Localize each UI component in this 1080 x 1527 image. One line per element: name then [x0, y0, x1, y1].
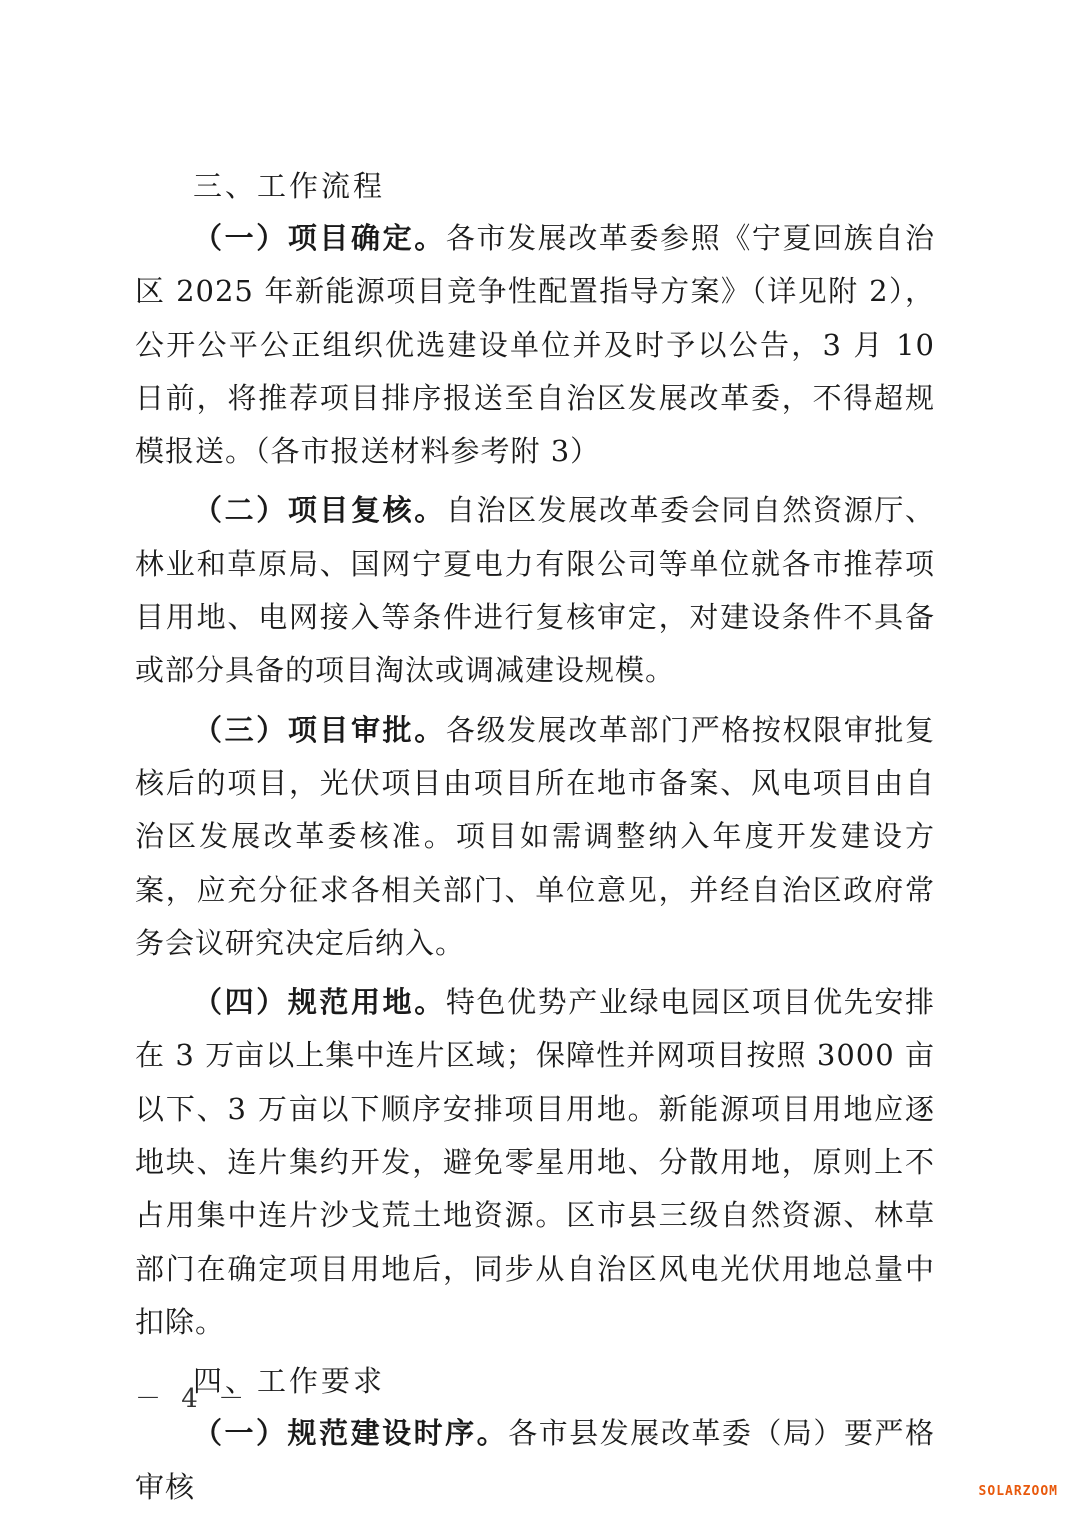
page-number: － 4 － [135, 1384, 251, 1414]
paragraph-project-approval [135, 704, 935, 970]
paragraph-lead: （一）项目确定。 [193, 221, 446, 255]
paragraph-lead: （三）项目审批。 [193, 712, 446, 747]
paragraph-lead: （四）规范用地。 [193, 985, 446, 1020]
paragraph-lead: （二）项目复核。 [193, 493, 446, 528]
paragraph-text: 各市县发展改革委（局）要严格审核 [135, 1416, 935, 1504]
paragraph-text: 各级发展改革部门严格按权限审批复核后的项目，光伏项目由项目所在地市备案、风电项目由自治区发展改革委核准。项目如需调整纳入年度开发建设方案，应充分征求各相关部门、单位意见，并经自治区政府常务会议研究决定后纳入。 [135, 712, 935, 960]
document-body [135, 160, 935, 1514]
paragraph-project-review [135, 484, 935, 697]
paragraph-land-use [135, 976, 935, 1349]
paragraph-construction-sequence [135, 1407, 935, 1514]
watermark-logo: SOLARZOOM [978, 1484, 1058, 1499]
paragraph-text: 各市发展改革委参照《宁夏回族自治区 2025 年新能源项目竞争性配置指导方案》（详见附 2），公开公平公正组织优选建设单位并及时予以公告，3 月 10 日前，将推荐项目排序报送至自治区发展改革委，不得超规模报送。（各市报送材料参考附 3） [135, 221, 935, 469]
section-heading-workflow: 三、工作流程 [193, 169, 386, 203]
paragraph-project-confirmation [135, 212, 935, 478]
paragraph-text: 自治区发展改革委会同自然资源厅、林业和草原局、国网宁夏电力有限公司等单位就各市推荐项目用地、电网接入等条件进行复核审定，对建设条件不具备或部分具备的项目淘汰或调减建设规模。 [135, 493, 935, 688]
section-heading-requirements: 四、工作要求 [193, 1364, 386, 1399]
paragraph-lead: （一）规范建设时序。 [193, 1416, 509, 1451]
paragraph-text: 特色优势产业绿电园区项目优先安排在 3 万亩以上集中连片区域；保障性并网项目按照 3000 亩以下、3 万亩以下顺序安排项目用地。新能源项目用地应逐地块、连片集约开发，避免零星用地、分散用地，原则上不占用集中连片沙戈荒土地资源。区市县三级自然资源、林草部门在确定项目用地后，同步从自治区风电光伏用地总量中扣除。 [135, 985, 935, 1339]
